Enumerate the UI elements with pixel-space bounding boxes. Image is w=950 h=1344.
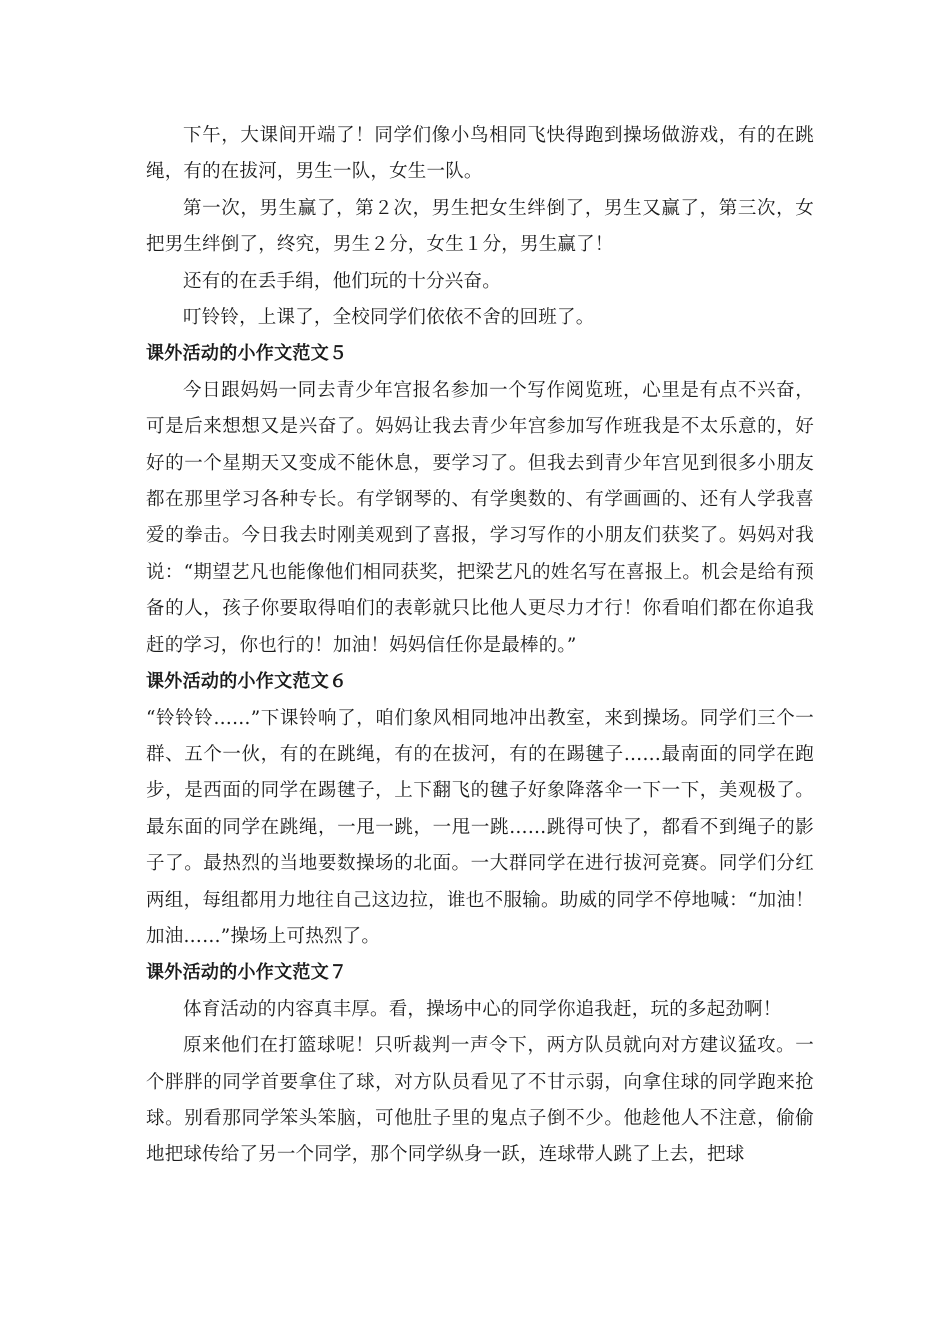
- section-heading: 课外活动的小作文范文６: [146, 671, 348, 693]
- document-body: [146, 118, 814, 1174]
- section-heading: 课外活动的小作文范文７: [146, 962, 348, 984]
- paragraph: 叮铃铃，上课了，全校同学们依依不舍的回班了。: [183, 307, 595, 329]
- paragraph: 原来他们在打篮球呢！只听裁判一声令下，两方队员就向对方建议猛攻。一个胖胖的同学首要拿住了球，对方队员看见了不甘示弱，向拿住球的同学跑来抢球。别看那同学笨头笨脑，可他肚子里的鬼点子倒不少。他趁他人不注意，偷偷地把球传给了另一个同学，那个同学纵身一跃，连球带人跳了上去，把球: [146, 1035, 814, 1166]
- paragraph: “铃铃铃……”下课铃响了，咱们象风相同地冲出教室，来到操场。同学们三个一群、五个一伙，有的在跳绳，有的在拔河，有的在踢毽子……最南面的同学在跑步，是西面的同学在踢毽子，上下翻飞的毽子好象降落伞一下一下，美观极了。最东面的同学在跳绳，一甩一跳，一甩一跳……跳得可快了，都看不到绳子的影子了。最热烈的当地要数操场的北面。一大群同学在进行拔河竞赛。同学们分红两组，每组都用力地往自己这边拉，谁也不服输。助威的同学不停地喊：“加油！加油……”操场上可热烈了。: [146, 707, 814, 947]
- paragraph: 体育活动的内容真丰厚。看，操场中心的同学你追我赶，玩的多起劲啊！: [183, 998, 782, 1020]
- section-heading: 课外活动的小作文范文５: [146, 343, 348, 365]
- paragraph: 还有的在丢手绢，他们玩的十分兴奋。: [183, 270, 501, 292]
- paragraph: 下午，大课间开端了！同学们像小鸟相同飞快得跑到操场做游戏，有的在跳绳，有的在拔河，男生一队，女生一队。: [146, 125, 814, 183]
- paragraph: 第一次，男生赢了，第２次，男生把女生绊倒了，男生又赢了，第三次，女把男生绊倒了，终究，男生２分，女生１分，男生赢了！: [146, 197, 814, 256]
- paragraph: 今日跟妈妈一同去青少年宫报名参加一个写作阅览班，心里是有点不兴奋，可是后来想想又是兴奋了。妈妈让我去青少年宫参加写作班我是不太乐意的，好好的一个星期天又变成不能休息，要学习了。但我去到青少年宫见到很多小朋友都在那里学习各种专长。有学钢琴的、有学奥数的、有学画画的、还有人学我喜爱的拳击。今日我去时刚美观到了喜报，学习写作的小朋友们获奖了。妈妈对我说：“期望艺凡也能像他们相同获奖，把梁艺凡的姓名写在喜报上。机会是给有预备的人，孩子你要取得咱们的表彰就只比他人更尽力才行！你看咱们都在你追我赶的学习，你也行的！加油！妈妈信任你是最棒的。”: [146, 379, 814, 656]
